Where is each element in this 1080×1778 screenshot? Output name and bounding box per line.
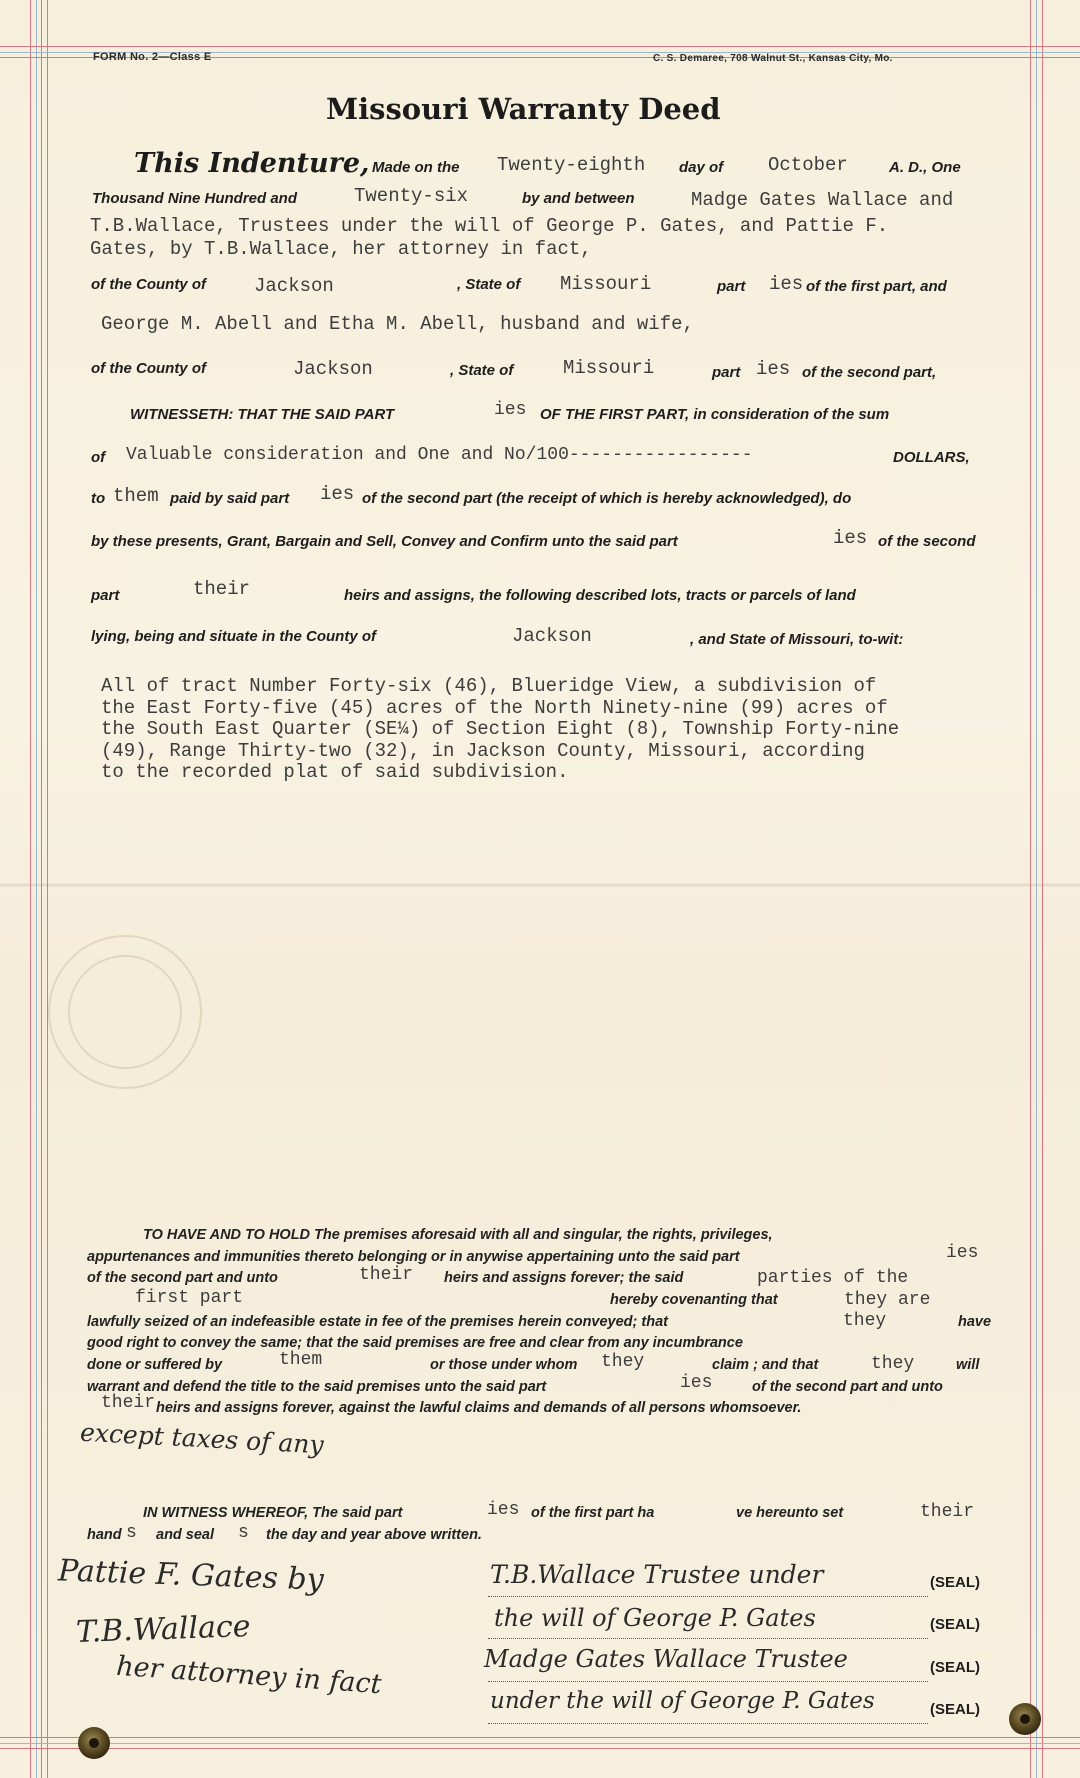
bottom-rule: [0, 1748, 1080, 1749]
signature-line: [488, 1638, 928, 1639]
handwritten-exception: except taxes of any: [79, 1417, 325, 1460]
habendum-fill[interactable]: ies: [680, 1373, 713, 1393]
habendum-line: done or suffered by: [87, 1357, 223, 1373]
seal-label: and seal: [156, 1527, 215, 1543]
signature-right-2: the will of George P. Gates: [494, 1604, 816, 1632]
habendum-line: hereby covenanting that: [610, 1292, 778, 1308]
grant-label: by these presents, Grant, Bargain and Sell, Convey and Confirm unto the said part: [91, 533, 678, 550]
margin-rule: [1042, 0, 1043, 1778]
party1-line3[interactable]: Gates, by T.B.Wallace, her attorney in fact,: [90, 238, 592, 260]
party1-line1[interactable]: Madge Gates Wallace and: [691, 189, 954, 211]
habendum-fill[interactable]: them: [279, 1350, 323, 1370]
margin-rule: [47, 0, 48, 1778]
part-suffix-2[interactable]: ies: [756, 358, 791, 380]
signature-line: [488, 1723, 928, 1724]
description-line: to the recorded plat of said subdivision.: [101, 761, 569, 783]
testimonium-end: the day and year above written.: [266, 1527, 482, 1543]
habendum-fill[interactable]: they: [871, 1354, 915, 1374]
bottom-rule: [0, 1743, 1080, 1744]
habendum-fill[interactable]: parties of the: [757, 1268, 909, 1288]
habendum-line: lawfully seized of an indefeasible estate in fee of the premises herein conveyed; that: [87, 1314, 668, 1330]
party1-line2[interactable]: T.B.Wallace, Trustees under the will of George P. Gates, and Pattie F.: [90, 215, 889, 237]
bottom-rule: [0, 1737, 1080, 1738]
rivet-icon: [78, 1727, 110, 1759]
margin-rule: [1036, 0, 1037, 1778]
thousand-label: Thousand Nine Hundred and: [92, 190, 297, 207]
heirs-label: heirs and assigns, the following described lots, tracts or parcels of land: [344, 587, 856, 604]
sum-of-label: of: [91, 449, 106, 466]
to-label: to: [91, 490, 106, 507]
publisher-label: C. S. Demaree, 708 Walnut St., Kansas City, Mo.: [653, 53, 893, 64]
habendum-line: TO HAVE AND TO HOLD The premises aforesaid with all and singular, the rights, privileges,: [143, 1227, 773, 1243]
part-label-3: part: [91, 587, 120, 604]
habendum-fill[interactable]: their: [101, 1393, 156, 1413]
habendum-line: appurtenances and immunities thereto belonging or in anywise appertaining unto the said part: [87, 1249, 740, 1265]
testimonium-lead: IN WITNESS WHEREOF, The said part: [143, 1505, 403, 1521]
part-label-1: part: [717, 278, 746, 295]
sum-value[interactable]: Valuable consideration and One and No/100-----------------: [126, 445, 753, 465]
signature-left-2: T.B.Wallace: [75, 1608, 252, 1651]
signature-right-4: under the will of George P. Gates: [490, 1688, 875, 1714]
witnesseth-rest: OF THE FIRST PART, in consideration of the sum: [540, 406, 890, 423]
state-label-2: , State of: [450, 362, 514, 379]
lying-label: lying, being and situate in the County of: [91, 628, 376, 645]
description-line: (49), Range Thirty-two (32), in Jackson County, Missouri, according: [101, 739, 865, 762]
habendum-fill[interactable]: their: [359, 1265, 414, 1285]
paid-label: paid by said part: [170, 490, 290, 507]
part-suffix-1[interactable]: ies: [769, 273, 804, 295]
habendum-line: heirs and assigns forever, against the lawful claims and demands of all persons whomsoever.: [156, 1400, 802, 1416]
testimonium-rest: of the first part ha: [531, 1505, 655, 1521]
description-line: the South East Quarter (SE¼) of Section Eight (8), Township Forty-nine: [101, 718, 900, 740]
habendum-line: of the second part and unto: [752, 1379, 943, 1395]
top-rule: [0, 46, 1080, 47]
testimonium-ve: ve hereunto set: [736, 1505, 844, 1521]
year-value[interactable]: Twenty-six: [354, 185, 469, 207]
witnesseth-lead: WITNESSETH: THAT THE SAID PART: [130, 406, 395, 423]
hand-label: hand: [87, 1527, 122, 1543]
property-description: [101, 676, 899, 784]
signature-right-3: Madge Gates Wallace Trustee: [484, 1645, 848, 1673]
paid-suffix[interactable]: ies: [320, 483, 355, 505]
margin-rule: [36, 0, 37, 1778]
second-part-label: of the second part,: [802, 364, 937, 381]
habendum-fill[interactable]: they are: [844, 1290, 931, 1310]
seal-mark: (SEAL): [930, 1701, 980, 1718]
habendum-line: heirs and assigns forever; the said: [444, 1270, 684, 1286]
by-between-label: by and between: [522, 190, 635, 207]
margin-rule: [41, 0, 42, 1778]
habendum-fill[interactable]: ies: [946, 1243, 979, 1263]
state-value-1[interactable]: Missouri: [560, 273, 652, 295]
county-label-1: of the County of: [91, 276, 206, 293]
description-line: All of tract Number Forty-six (46), Blueridge View, a subdivision of: [101, 675, 877, 697]
fold-crease: [0, 883, 1080, 887]
day-of-label: day of: [679, 159, 724, 176]
page-title: Missouri Warranty Deed: [326, 92, 721, 126]
signature-line: [488, 1596, 928, 1597]
indenture-heading: This Indenture,: [134, 148, 370, 179]
signature-left-3: her attorney in fact: [115, 1650, 383, 1701]
hand-suffix[interactable]: s: [126, 1523, 137, 1543]
state-label-1: , State of: [457, 276, 521, 293]
testimonium-their[interactable]: their: [920, 1502, 975, 1522]
habendum-fill[interactable]: they: [601, 1352, 645, 1372]
of-second-label: of the second: [878, 533, 976, 550]
habendum-line: or those under whom: [430, 1357, 578, 1373]
day-value[interactable]: Twenty-eighth: [497, 154, 646, 176]
part-label-2: part: [712, 364, 741, 381]
seal-mark: (SEAL): [930, 1616, 980, 1633]
habendum-line: good right to convey the same; that the said premises are free and clear from any incumbrance: [87, 1335, 743, 1351]
receipt-label: of the second part (the receipt of which is hereby acknowledged), do: [362, 490, 852, 507]
habendum-line: warrant and defend the title to the said premises unto the said part: [87, 1379, 547, 1395]
first-part-label: of the first part, and: [806, 278, 947, 295]
habendum-fill[interactable]: they: [843, 1311, 887, 1331]
habendum-line: claim ; and that: [712, 1357, 819, 1373]
signature-left-1: Pattie F. Gates by: [57, 1553, 325, 1598]
seal-mark: (SEAL): [930, 1574, 980, 1591]
county-value-2[interactable]: Jackson: [293, 358, 373, 380]
rivet-icon: [1009, 1703, 1041, 1735]
witnesseth-suffix[interactable]: ies: [494, 400, 527, 420]
habendum-fill[interactable]: first part: [135, 1288, 244, 1308]
to-value[interactable]: them: [113, 485, 159, 507]
month-value[interactable]: October: [768, 154, 848, 176]
signature-line: [488, 1681, 928, 1682]
grant-suffix[interactable]: ies: [833, 527, 868, 549]
their-value[interactable]: their: [193, 578, 251, 600]
form-label: FORM No. 2—Class E: [93, 51, 212, 63]
party2-value[interactable]: George M. Abell and Etha M. Abell, husband and wife,: [101, 313, 694, 335]
margin-rule: [1030, 0, 1031, 1778]
made-on-label: Made on the: [372, 159, 460, 176]
habendum-line: of the second part and unto: [87, 1270, 278, 1286]
state-value-2[interactable]: Missouri: [563, 357, 655, 379]
embossed-notary-seal-inner: [68, 955, 182, 1069]
county-value-1[interactable]: Jackson: [254, 275, 334, 297]
description-line: the East Forty-five (45) acres of the North Ninety-nine (99) acres of: [101, 696, 888, 719]
ad-one-label: A. D., One: [889, 159, 961, 176]
seal-mark: (SEAL): [930, 1659, 980, 1676]
dollars-label: DOLLARS,: [893, 449, 970, 466]
habendum-line: have: [958, 1314, 992, 1330]
county-label-2: of the County of: [91, 360, 206, 377]
testimonium-suffix[interactable]: ies: [487, 1500, 520, 1520]
margin-rule: [30, 0, 31, 1778]
seal-suffix[interactable]: s: [238, 1523, 249, 1543]
habendum-line: will: [956, 1357, 980, 1373]
lying-county[interactable]: Jackson: [512, 625, 592, 647]
signature-right-1: T.B.Wallace Trustee under: [490, 1560, 824, 1589]
state-mo-label: , and State of Missouri, to-wit:: [690, 631, 904, 648]
